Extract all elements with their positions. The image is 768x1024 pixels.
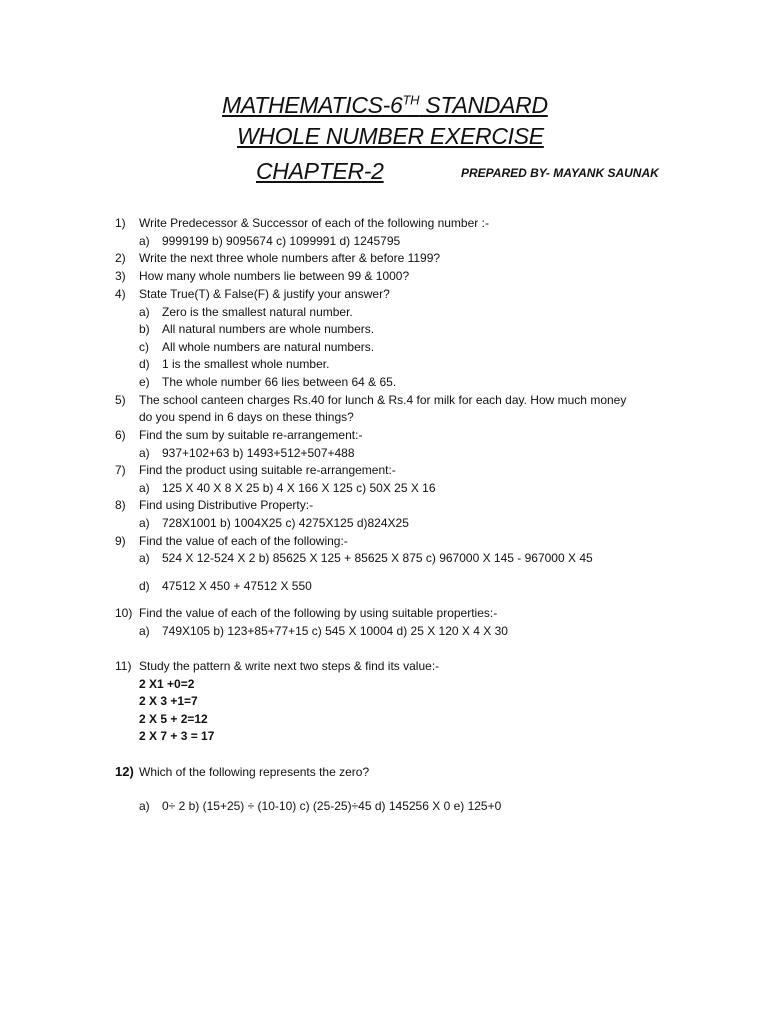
worksheet-page: MATHEMATICS-6TH STANDARD WHOLE NUMBER EXERCISE CHAPTER-2 PREPARED BY- MAYANK SAUNAK 1) Write Predecessor & Successor of each of the following number :- a) 9999199 b) 9095674 c) 1099991 d) 1245795 2) Write the next three whole numbers after & before 1199? 3) How many whole numbers lie between 99 & 1000? 4) State True(T) & False(F) & justify your answer? a) Zero is the smallest natural number. b) All natural numbers are whole numbers. c) All whole numbers are natural numbers. d) 1 is the smallest whole number. e) The whole number 66 lies between 64 & 65. 5) The school canteen charges Rs.40 for lunch & Rs.4 for milk for each day. How much money do you spend in 6 days on these things? 6) Find the sum by suitable re-arrangement:- a) 937+102+63 b) 1493+512+507+488 7) Find the product using suitable re-arrangement:- a) 125 X 40 X 8 X 25 b) 4 X 166 X 125 c) 50X 25 X 16 8) Find using Distributive Property:- a) 728X1001 b) 1004X25 c) 4275X125 d)824X25 9) Find the value of each of the following:- a) 524 X 12-524 X 2 b) 85625 X 125 + 85625 X 875 c) 967000 X 145 - 967000 X 45 d) 47512 X 450 + 47512 X 550 10) Find the value of each of the following by using suitable properties:- a) 749X105 b) 123+85+77+15 c) 545 X 10004 d) 25 X 120 X 4 X 30 11) Study the pattern & write next two steps & find its value:- 2 X1 +0=2 2 X 3 +1=7 2 X 5 + 2=12 2 X 7 + 3 = 17 12) Which of the following represents the zero? a) 0÷ 2 b) (15+25) ÷ (10-10) c) (25-25)÷45 d) 145256 X 0 e) 125+0 [115,92,659,813]
prepared-by: PREPARED BY- MAYANK SAUNAK [461,166,659,180]
title-topic: WHOLE NUMBER EXERCISE [237,123,544,149]
title-chapter: CHAPTER-2 [256,158,384,184]
title-subject: MATHEMATICS-6TH STANDARD [222,92,548,118]
